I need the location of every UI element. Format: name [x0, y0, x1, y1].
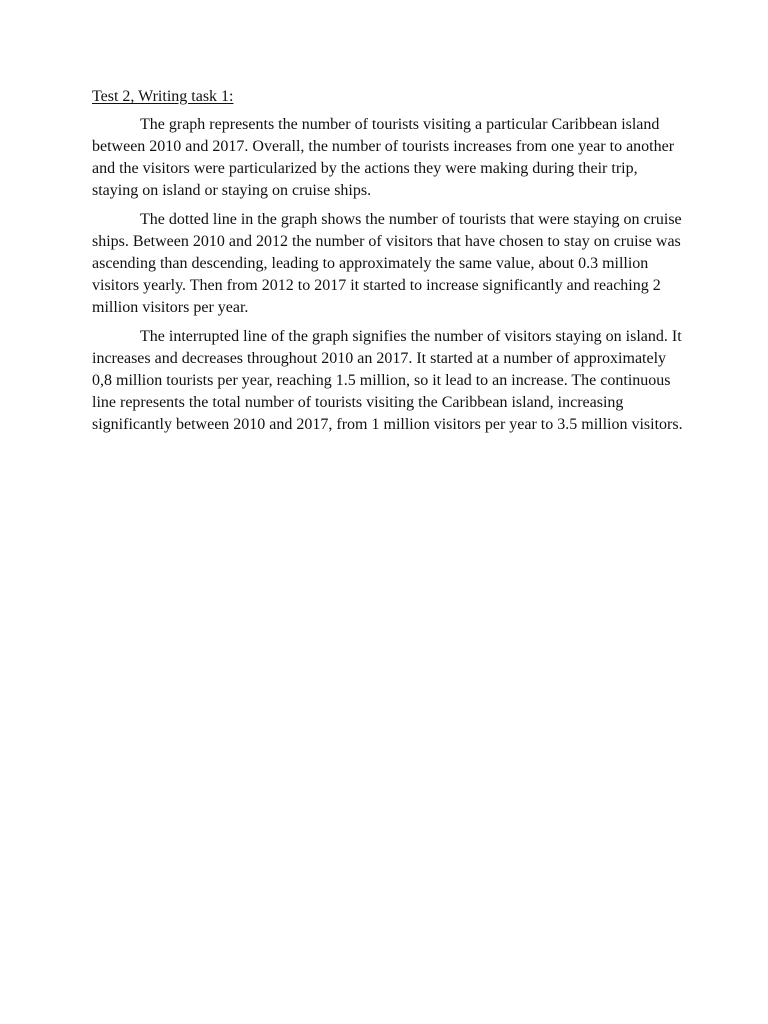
- document-body: [92, 86, 684, 443]
- paragraph-island-and-total: The interrupted line of the graph signifies the number of visitors staying on island. It increases and decreases throughout 2010 an 2017. It started at a number of approximately 0,8 million tourists per year, reaching 1.5 million, so it lead to an increase. The continuous line represents the total number of tourists visiting the Caribbean island, increasing significantly between 2010 and 2017, from 1 million visitors per year to 3.5 million visitors.: [92, 328, 683, 433]
- paragraph-cruise-ships: The dotted line in the graph shows the number of tourists that were staying on cruise ships. Between 2010 and 2012 the number of visitors that have chosen to stay on cruise was ascending than descending, leading to approximately the same value, about 0.3 million visitors yearly. Then from 2012 to 2017 it started to increase significantly and reaching 2 million visitors per year.: [92, 211, 682, 316]
- document-title: Test 2, Writing task 1:: [92, 88, 234, 105]
- paragraph-intro: The graph represents the number of tourists visiting a particular Caribbean island between 2010 and 2017. Overall, the number of tourists increases from one year to another and the visitors were particularized by the actions they were making during their trip, staying on island or staying on cruise ships.: [92, 116, 675, 199]
